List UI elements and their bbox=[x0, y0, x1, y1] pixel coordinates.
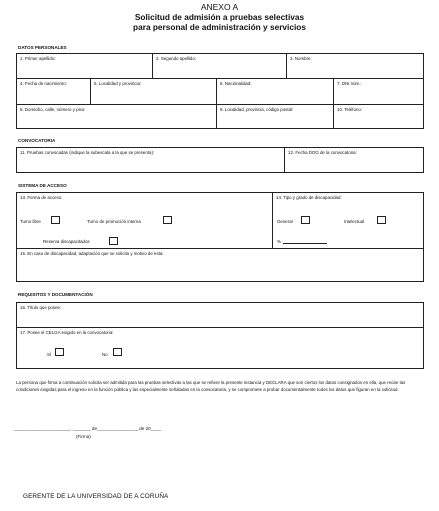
field-second-surname[interactable] bbox=[153, 54, 287, 79]
option-label: No bbox=[102, 352, 108, 357]
field-label: 1. Primer apellido: bbox=[20, 56, 56, 61]
option-label: General bbox=[277, 219, 293, 224]
section-requirements: REQUISITOS Y DOCUMENTACIÓN bbox=[18, 292, 93, 297]
field-address[interactable] bbox=[17, 105, 217, 129]
option-label: Reserva discapacitados bbox=[43, 239, 90, 244]
section-personal-data: DATOS PERSONALES bbox=[18, 45, 67, 50]
field-label: 4. Fecha de nacimiento: bbox=[20, 81, 67, 86]
signature-label: (Firma) bbox=[76, 434, 91, 439]
field-label: 9. Localidad, provincia, código postal: bbox=[220, 107, 294, 112]
personal-data-grid bbox=[16, 53, 424, 129]
checkbox-general[interactable] bbox=[301, 216, 310, 224]
field-label: 3. Nombre: bbox=[290, 56, 312, 61]
field-label: 10. Teléfono: bbox=[337, 107, 363, 112]
section-access-system: SISTEMA DE ACCESO bbox=[18, 183, 67, 188]
field-locality-postal[interactable] bbox=[217, 105, 334, 129]
field-label: 16. Título que posee: bbox=[20, 305, 62, 310]
option-label: Intelectual bbox=[344, 219, 365, 224]
field-celga bbox=[17, 328, 424, 369]
field-adaptation[interactable] bbox=[17, 249, 424, 282]
field-dni[interactable] bbox=[334, 79, 424, 105]
field-label: 12. Fecha DOG de la convocatoria: bbox=[288, 150, 357, 155]
field-label: 8. Domicilio, calle, número y piso: bbox=[20, 107, 86, 112]
field-name[interactable] bbox=[287, 54, 424, 79]
declaration-text: La persona que firma a continuación solicita ser admitida para las pruebas selectivas a las que se refiere la presente instancia y DECLARA que son ciertos los datos consignados en ella, que reúne las condiciones exigidas para el ingreso en la función pública y las especialmente señaladas en la convocatoria, y se compromete a probar documentalmente todos los datos que figuran en la solicitud. bbox=[16, 380, 406, 392]
checkbox-turno-libre[interactable] bbox=[51, 216, 60, 224]
section-convocatoria: CONVOCATORIA bbox=[18, 138, 56, 143]
form-title-line2: para personal de administración y servicios bbox=[133, 22, 306, 32]
checkbox-celga-no[interactable] bbox=[113, 348, 122, 356]
option-label: Sí bbox=[47, 352, 52, 357]
option-label: Turno libre bbox=[20, 219, 41, 224]
field-label: 7. DNI núm.: bbox=[337, 81, 362, 86]
field-label: 11. Pruebas convocadas (indique la subescala a la que se presenta): bbox=[20, 150, 155, 155]
percent-label: % bbox=[277, 239, 281, 244]
checkbox-promocion-interna[interactable] bbox=[163, 216, 172, 224]
annex-label: ANEXO A bbox=[200, 2, 239, 12]
field-dog-date[interactable] bbox=[285, 148, 424, 173]
option-label: Turno de promoción interna bbox=[87, 219, 141, 224]
access-grid bbox=[16, 192, 424, 282]
convocatoria-grid bbox=[16, 147, 424, 173]
signature-date-line[interactable]: ______________________, _______ de________________ de 20____ bbox=[14, 426, 161, 431]
field-label: 5. Localidad y provincia: bbox=[94, 81, 142, 86]
addressee-footer: GERENTE DE LA UNIVERSIDAD DE A CORUÑA bbox=[23, 493, 169, 500]
field-phone[interactable] bbox=[334, 105, 424, 129]
field-label: 17. Posee el CELGA exigido en la convocatoria: bbox=[20, 330, 114, 335]
requirements-grid bbox=[16, 302, 424, 369]
field-birth-date[interactable] bbox=[17, 79, 91, 105]
field-label: 2. Segundo apellido: bbox=[156, 56, 197, 61]
checkbox-celga-si[interactable] bbox=[55, 348, 64, 356]
field-label: 14. Tipo y grado de discapacidad: bbox=[276, 195, 342, 200]
form-title-line1: Solicitud de admisión a pruebas selectivas bbox=[134, 12, 305, 22]
field-nationality[interactable] bbox=[217, 79, 334, 105]
field-label: 6. Nacionalidad: bbox=[220, 81, 252, 86]
field-first-surname[interactable] bbox=[17, 54, 153, 79]
field-label: 13. Forma de acceso: bbox=[20, 195, 63, 200]
field-degree[interactable] bbox=[17, 303, 424, 328]
field-tests[interactable] bbox=[17, 148, 285, 173]
field-birth-place[interactable] bbox=[91, 79, 217, 105]
field-disability-type bbox=[273, 193, 424, 249]
checkbox-intelectual[interactable] bbox=[377, 216, 386, 224]
percent-input[interactable] bbox=[283, 243, 327, 244]
field-access-form bbox=[17, 193, 273, 249]
field-label: 15. En caso de discapacidad, adaptación que se solicita y motivo de esta: bbox=[20, 251, 164, 256]
checkbox-reserva-discapacitados[interactable] bbox=[109, 237, 118, 245]
